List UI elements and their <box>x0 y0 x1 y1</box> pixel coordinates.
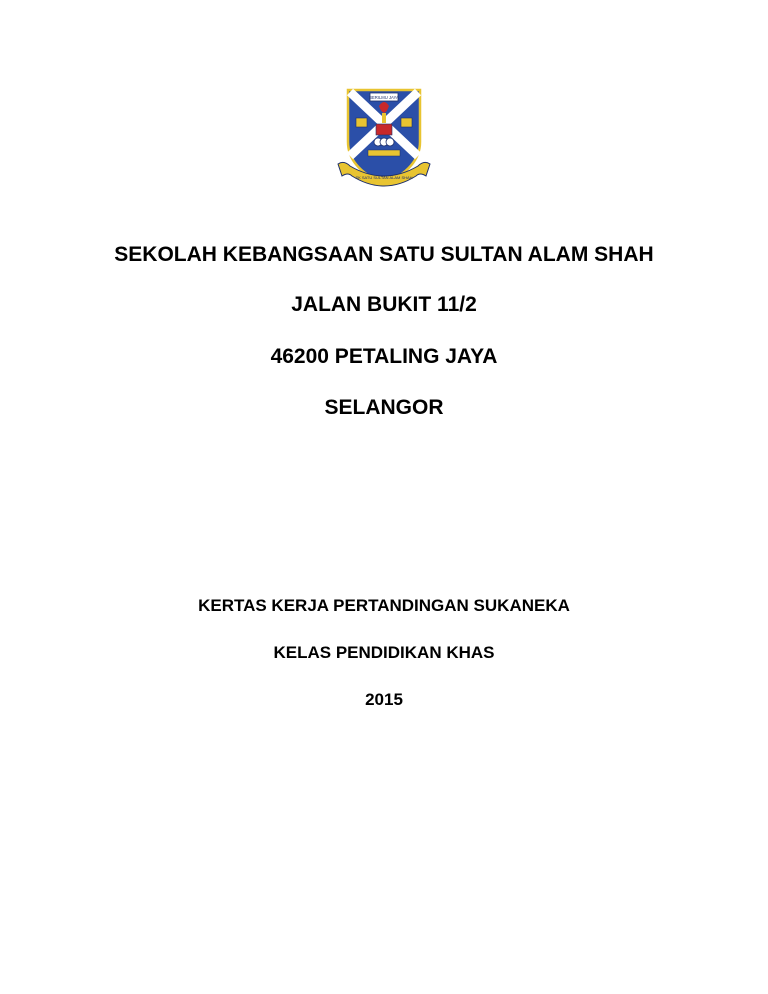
crest-banner-text: SK SATU SULTAN ALAM SHAH <box>355 175 413 180</box>
school-crest-logo <box>334 84 434 196</box>
street-address: JALAN BUKIT 11/2 <box>291 293 477 316</box>
crest-motto-top: BERILMU JAYA <box>369 95 399 100</box>
state: SELANGOR <box>324 396 444 419</box>
school-name: SEKOLAH KEBANGSAAN SATU SULTAN ALAM SHAH <box>114 243 654 266</box>
document-title: KERTAS KERJA PERTANDINGAN SUKANEKA <box>198 596 570 615</box>
city-postcode: 46200 PETALING JAYA <box>270 345 498 368</box>
document-subtitle: KELAS PENDIDIKAN KHAS <box>273 643 495 662</box>
document-year: 2015 <box>365 690 403 709</box>
